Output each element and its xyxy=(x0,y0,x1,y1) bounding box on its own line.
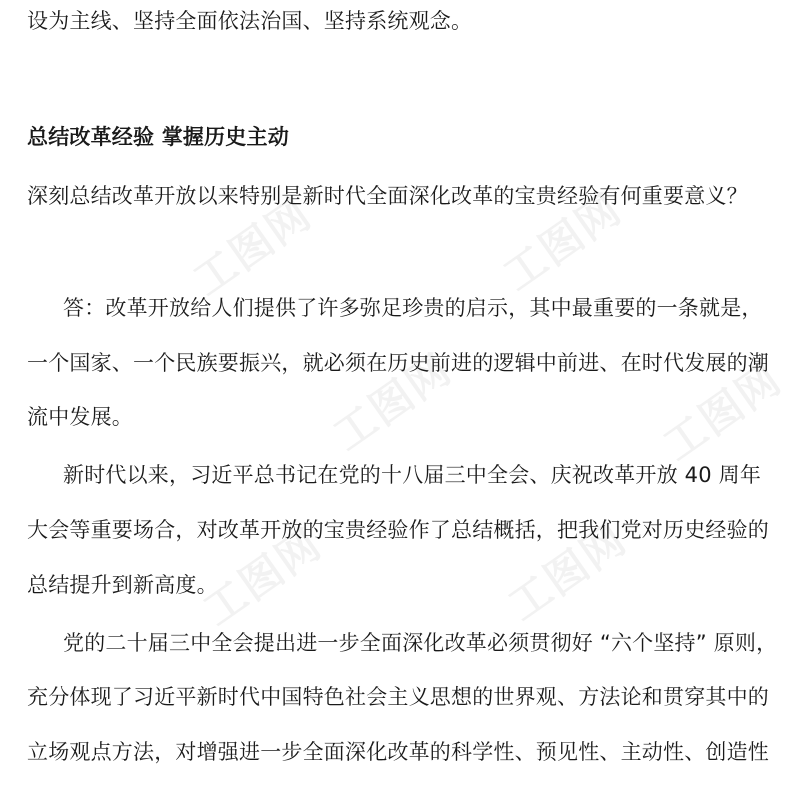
paragraph-line: 新时代以来，习近平总书记在党的十八届三中全会、庆祝改革开放 40 周年 xyxy=(63,463,762,487)
paragraph-line: 大会等重要场合，对改革开放的宝贵经验作了总结概括，把我们党对历史经验的 xyxy=(27,518,769,542)
watermark: 工图网 xyxy=(324,344,461,460)
answer-line: 答：改革开放给人们提供了许多弥足珍贵的启示，其中最重要的一条就是， xyxy=(63,296,763,320)
paragraph-line: 党的二十届三中全会提出进一步全面深化改革必须贯彻好 “六个坚持” 原则， xyxy=(63,631,778,655)
paragraph-line: 充分体现了习近平新时代中国特色社会主义思想的世界观、方法论和贯穿其中的 xyxy=(27,685,769,709)
watermark: 工图网 xyxy=(499,514,636,630)
watermark: 工图网 xyxy=(194,519,331,635)
answer-line: 流中发展。 xyxy=(27,405,133,429)
section-heading: 总结改革经验 掌握历史主动 xyxy=(27,125,289,149)
answer-line: 一个国家、一个民族要振兴，就必须在历史前进的逻辑中前进、在时代发展的潮 xyxy=(27,351,769,375)
watermark: 工图网 xyxy=(184,189,321,305)
paragraph-line: 立场观点方法，对增强进一步全面深化改革的科学性、预见性、主动性、创造性 xyxy=(27,740,769,764)
body-text-line: 设为主线、坚持全面依法治国、坚持系统观念。 xyxy=(27,9,473,33)
watermark: 工图网 xyxy=(654,354,791,470)
paragraph-line: 总结提升到新高度。 xyxy=(27,573,218,597)
question-text: 深刻总结改革开放以来特别是新时代全面深化改革的宝贵经验有何重要意义？ xyxy=(27,184,748,208)
watermark: 工图网 xyxy=(494,184,631,300)
